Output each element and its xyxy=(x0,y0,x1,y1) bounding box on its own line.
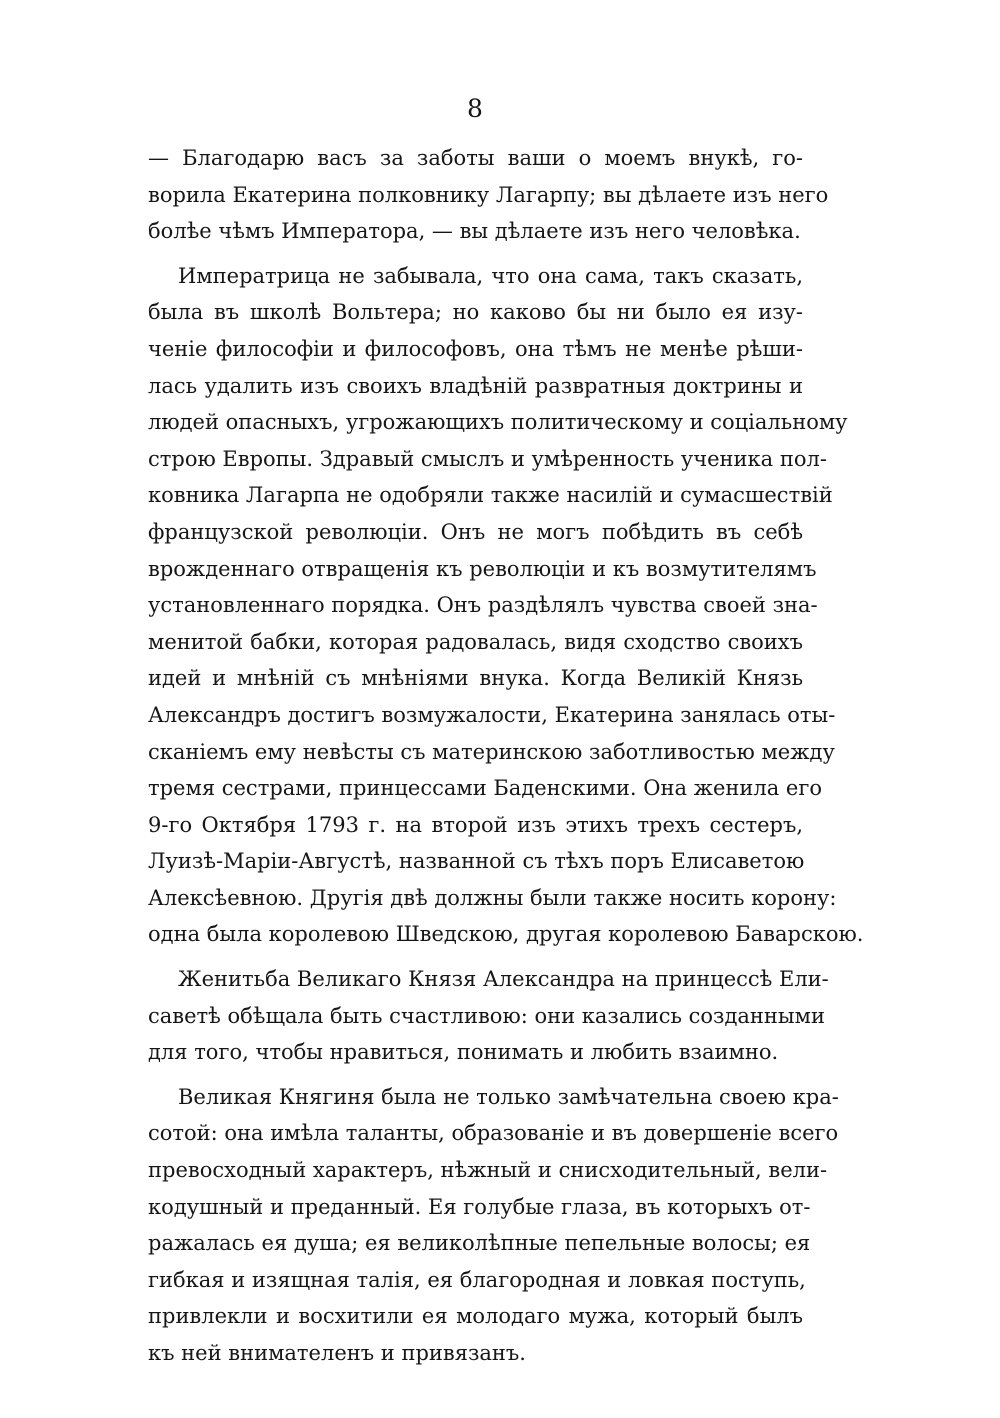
text-line: гибкая и изящная талія, ея благородная и ловкая поступь, xyxy=(148,1267,806,1292)
text-line: ковника Лагарпа не одобряли также насилій и сумасшествій xyxy=(148,483,833,508)
text-line: людей опасныхъ, угрожающихъ политическому и соціальному xyxy=(148,410,848,435)
text-line: кодушный и преданный. Ея голубые глаза, въ которыхъ от- xyxy=(148,1194,811,1219)
text-line: болѣе чѣмъ Императора, — вы дѣлаете изъ него человѣка. xyxy=(148,219,801,244)
paragraph xyxy=(148,140,829,250)
text-line: врожденнаго отвращенія къ революціи и къ возмутителямъ xyxy=(148,556,817,581)
body-text xyxy=(148,140,864,1380)
text-line: 9-го Октября 1793 г. на второй изъ этихъ трехъ сестеръ, xyxy=(148,812,803,837)
text-line: Императрица не забывала, что она сама, такъ сказать, xyxy=(178,263,803,288)
text-line: идей и мнѣній съ мнѣніями внука. Когда Великій Князь xyxy=(148,666,803,691)
text-line: сканіемъ ему невѣсты съ материнскою заботливостью между xyxy=(148,739,835,764)
text-line: французской революціи. Онъ не могъ побѣдить въ себѣ xyxy=(148,519,803,544)
text-line: лась удалить изъ своихъ владѣній развратныя доктрины и xyxy=(148,373,803,398)
text-line: одна была королевою Шведскою, другая королевою Баварскою. xyxy=(148,922,864,947)
text-line: Великая Княгиня была не только замѣчательна своею кра- xyxy=(178,1084,839,1109)
text-line: Алексѣевною. Другія двѣ должны были также носить корону: xyxy=(148,885,837,910)
text-line: была въ школѣ Вольтера; но каково бы ни было ея изу- xyxy=(148,300,803,325)
text-line: Луизѣ-Маріи-Августѣ, названной съ тѣхъ поръ Елисаветою xyxy=(148,849,805,874)
text-line: ворила Екатерина полковнику Лагарпу; вы дѣлаете изъ него xyxy=(148,182,829,207)
text-line: ченіе философіи и философовъ, она тѣмъ не менѣе рѣши- xyxy=(148,336,803,361)
text-line: ражалась ея душа; ея великолѣпные пепельные волосы; ея xyxy=(148,1231,811,1256)
text-line: къ ней внимателенъ и привязанъ. xyxy=(148,1341,526,1365)
text-line: Александръ достигъ возмужалости, Екатерина занялась оты- xyxy=(148,702,836,727)
text-line: превосходный характеръ, нѣжный и снисходительный, вели- xyxy=(148,1158,828,1183)
text-line: — Благодарю васъ за заботы ваши о моемъ внукѣ, го- xyxy=(148,146,803,170)
text-line: строю Европы. Здравый смыслъ и умѣренность ученика пол- xyxy=(148,446,827,471)
text-line: менитой бабки, которая радовалась, видя сходство своихъ xyxy=(148,629,803,654)
page-number: 8 xyxy=(467,94,483,123)
text-line: установленнаго порядка. Онъ раздѣлялъ чувства своей зна- xyxy=(148,593,818,618)
text-line: сотой: она имѣла таланты, образованіе и въ довершеніе всего xyxy=(148,1121,839,1146)
text-line: для того, чтобы нравиться, понимать и любить взаимно. xyxy=(148,1040,779,1065)
paragraph xyxy=(148,1079,839,1372)
text-line: привлекли и восхитили ея молодаго мужа, который былъ xyxy=(148,1304,803,1329)
paragraph xyxy=(148,258,864,953)
text-line: саветѣ обѣщала быть счастливою: они казались созданными xyxy=(148,1003,825,1028)
text-line: тремя сестрами, принцессами Баденскими. Она женила его xyxy=(148,776,822,801)
text-line: Женитьба Великаго Князя Александра на принцессѣ Ели- xyxy=(178,967,829,992)
paragraph xyxy=(148,961,829,1071)
